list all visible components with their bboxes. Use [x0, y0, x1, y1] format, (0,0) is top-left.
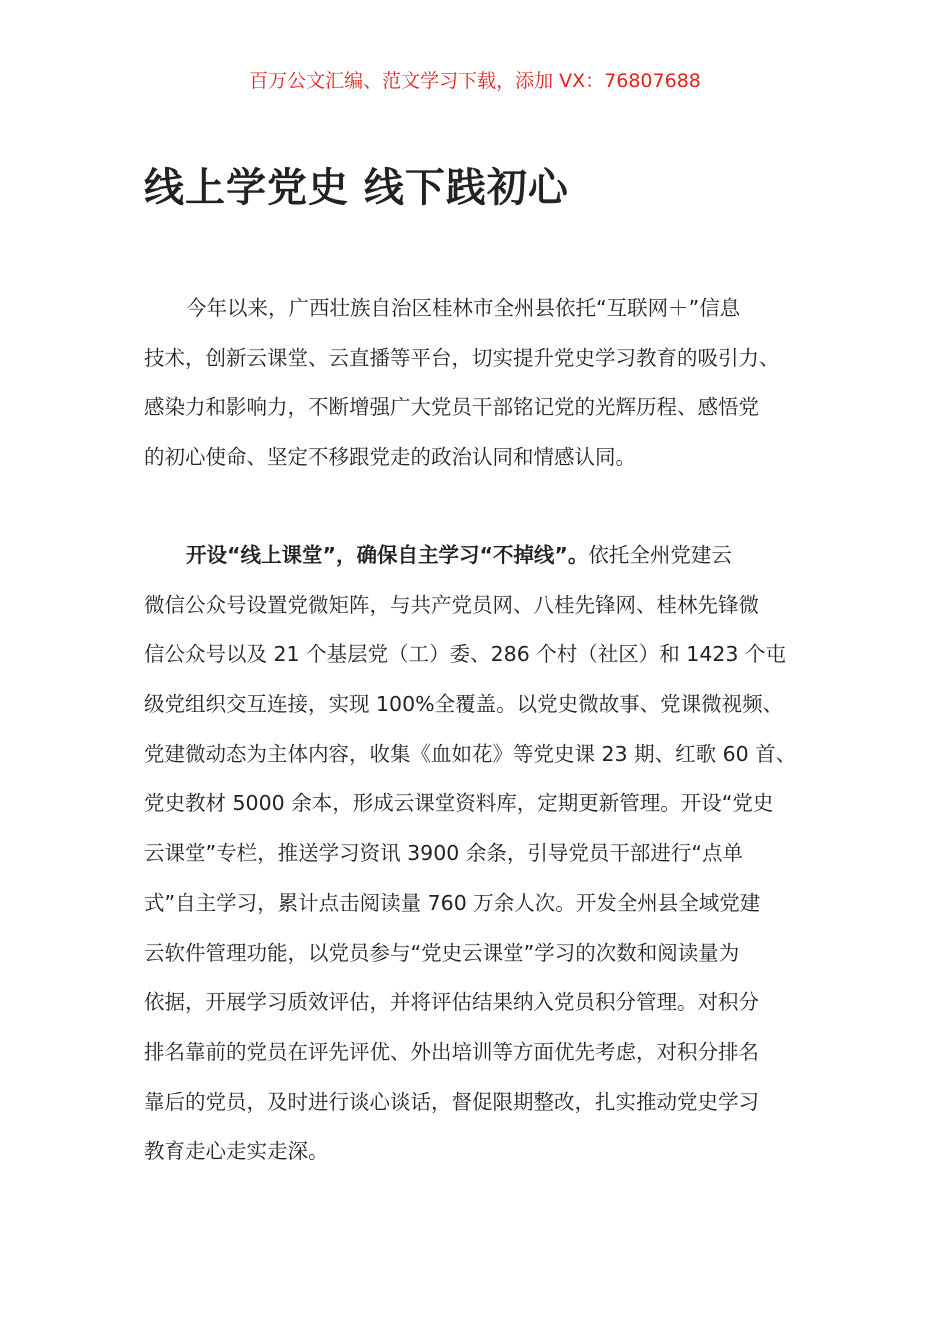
text-line: 依据，开展学习质效评估，并将评估结果纳入党员积分管理。对积分 [144, 990, 759, 1015]
text-line: 排名靠前的党员在评先评优、外出培训等方面优先考虑，对积分排名 [144, 1039, 759, 1064]
text-line: 党史教材 5000 余本，形成云课堂资料库，定期更新管理。开设“党史 [144, 791, 774, 816]
text-line: 微信公众号设置党微矩阵，与共产党员网、八桂先锋网、桂林先锋微 [144, 592, 759, 617]
text-line: 信公众号以及 21 个基层党（工）委、286 个村（社区）和 1423 个屯 [144, 642, 786, 667]
text-line: 云软件管理功能，以党员参与“党史云课堂”学习的次数和阅读量为 [144, 940, 740, 965]
text-line: 式”自主学习，累计点击阅读量 760 万余人次。开发全州县全域党建 [144, 890, 761, 915]
text-line: 党建微动态为主体内容，收集《血如花》等党史课 23 期、红歌 60 首、 [144, 741, 797, 766]
text-line: 云课堂”专栏，推送学习资讯 3900 余条，引导党员干部进行“点单 [144, 841, 743, 866]
text-line: 感染力和影响力，不断增强广大党员干部铭记党的光辉历程、感悟党 [144, 395, 759, 420]
text-line: 今年以来，广西壮族自治区桂林市全州县依托“互联网＋”信息 [186, 296, 741, 320]
text-line: 级党组织交互连接，实现 100%全覆盖。以党史微故事、党课微视频、 [144, 692, 784, 717]
paragraph-online-classroom [144, 531, 824, 1177]
paragraph-intro [144, 284, 824, 483]
text-span: 依托全州党建云 [588, 543, 732, 567]
document-title: 线上学党史 线下践初心 [144, 164, 569, 211]
text-line [144, 531, 824, 581]
text-line: 靠后的党员，及时进行谈心谈话，督促限期整改，扎实推动党史学习 [144, 1089, 759, 1114]
section-heading: 开设“线上课堂”，确保自主学习“不掉线”。 [186, 543, 589, 567]
text-line: 技术，创新云课堂、云直播等平台，切实提升党史学习教育的吸引力、 [144, 345, 780, 370]
text-line: 的初心使命、坚定不移跟党走的政治认同和情感认同。 [144, 445, 636, 470]
text-line: 教育走心走实走深。 [144, 1139, 329, 1164]
watermark-header: 百万公文汇编、范文学习下载，添加 VX：76807688 [249, 70, 701, 92]
